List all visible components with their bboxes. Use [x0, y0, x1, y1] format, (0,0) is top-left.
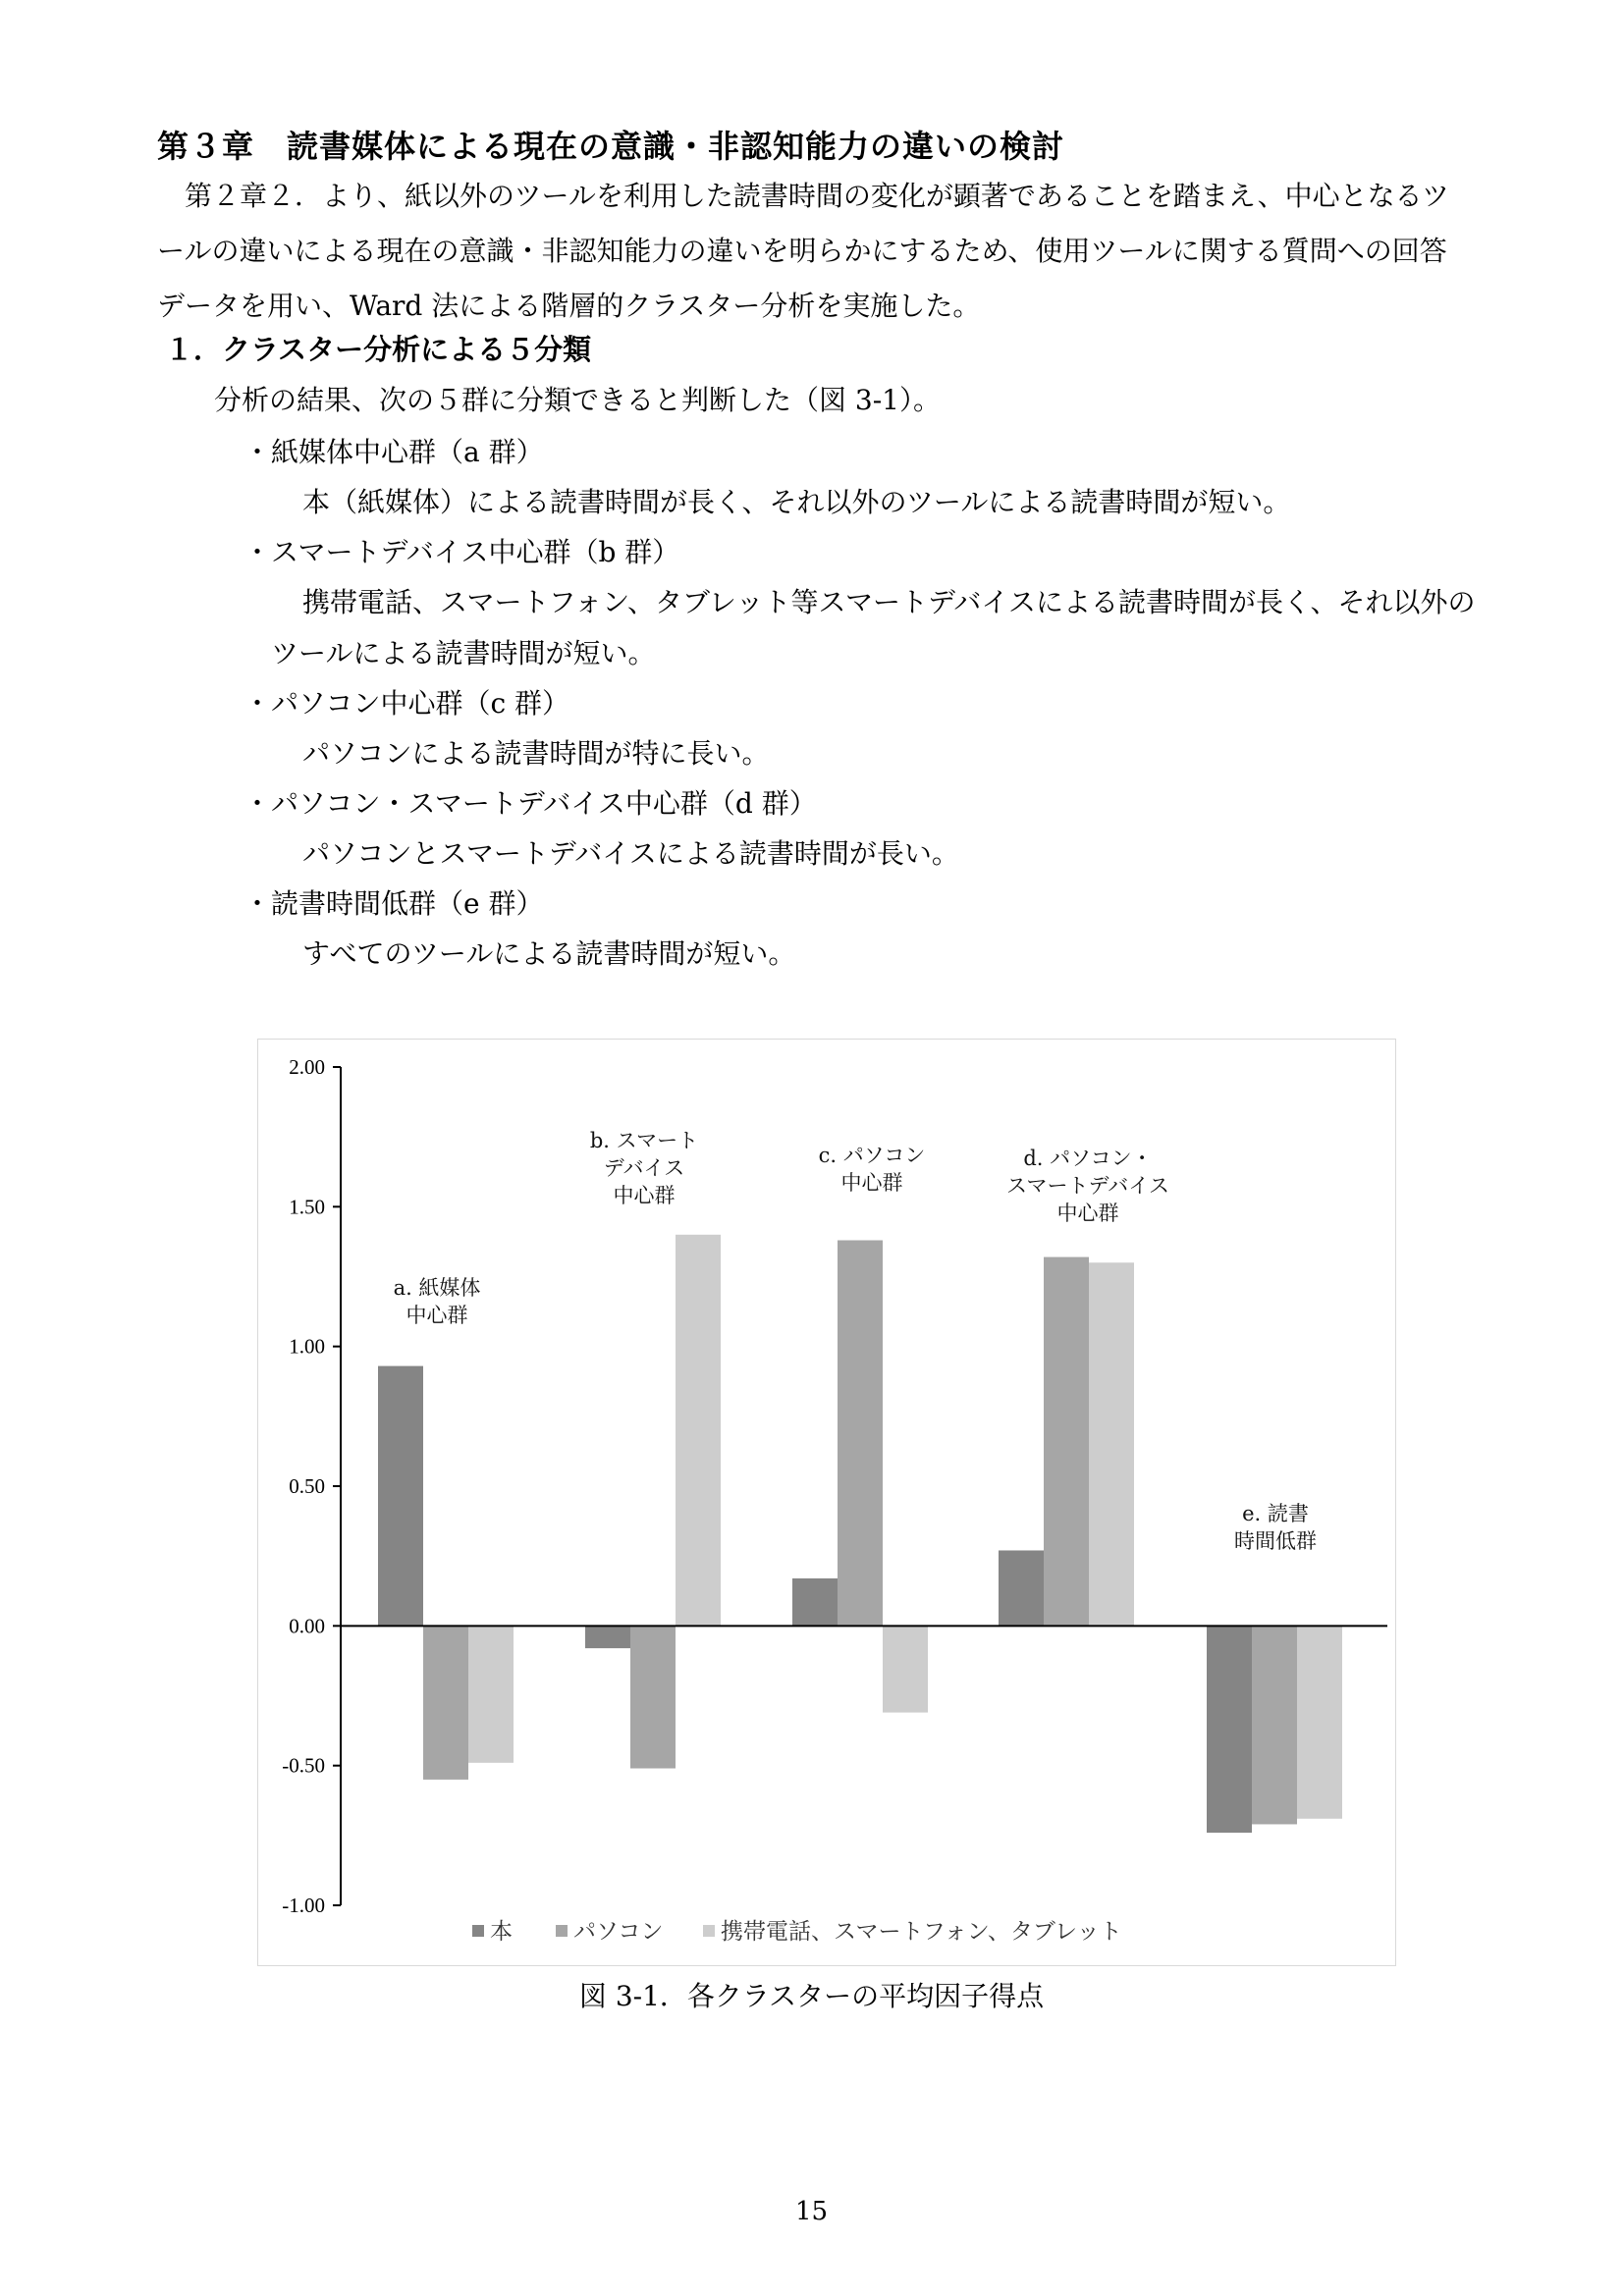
section-summary: 分析の結果、次の５群に分類できると判断した（図 3-1）。: [214, 384, 941, 416]
y-tick-label: 0.50: [289, 1474, 325, 1498]
bar-3-group-2: [676, 1235, 721, 1627]
legend-swatch: [703, 1925, 715, 1937]
intro-text: 第２章２．より、紙以外のツールを利用した読書時間の変化が顕著であることを踏まえ、中心となるツールの違いによる現在の意識・非認知能力の違いを明らかにするため、使用ツールに関する質問への回答データを用い、Ward 法による階層的クラスター分析を実施した。: [157, 180, 1450, 322]
chapter-title: 第３章 読書媒体による現在の意識・非認知能力の違いの検討: [157, 128, 1065, 165]
y-tick-label: 0.00: [289, 1614, 325, 1638]
bar-1-group-2: [585, 1626, 630, 1648]
legend-swatch: [556, 1925, 568, 1937]
bar-1-group-4: [999, 1550, 1044, 1626]
intro-paragraph: [157, 169, 1473, 334]
category-label: スマートデバイス: [1005, 1174, 1170, 1198]
bar-chart-svg: [258, 1040, 1395, 1965]
group-description: 携帯電話、スマートフォン、タブレット等スマートデバイスによる読書時間が長く、それ以外のツールによる読書時間が短い。: [271, 586, 1476, 669]
figure-caption: 図 3-1．各クラスターの平均因子得点: [578, 1980, 1045, 2012]
group-description: パソコンによる読書時間が特に長い。: [302, 737, 770, 770]
group-heading: ・スマートデバイス中心群（b 群）: [243, 536, 680, 568]
group-item-a: [243, 428, 1481, 528]
group-heading: ・パソコン・スマートデバイス中心群（d 群）: [243, 787, 817, 820]
category-label: d. パソコン・: [1023, 1147, 1153, 1170]
group-heading: ・パソコン中心群（c 群）: [243, 687, 570, 720]
legend-swatch: [472, 1925, 484, 1937]
bar-3-group-1: [468, 1626, 514, 1762]
category-label: 時間低群: [1234, 1529, 1317, 1553]
bar-1-group-1: [378, 1366, 423, 1627]
section-title: １．クラスター分析による５分類: [165, 333, 592, 366]
category-label: e. 読書: [1242, 1502, 1309, 1525]
legend-label: 携帯電話、スマートフォン、タブレット: [721, 1919, 1122, 1945]
category-label: 中心群: [840, 1171, 903, 1195]
y-tick-label: 1.50: [289, 1195, 325, 1219]
bar-3-group-4: [1089, 1262, 1134, 1626]
group-item-d: [243, 779, 1481, 880]
bar-3-group-5: [1297, 1626, 1342, 1818]
bar-2-group-1: [423, 1626, 468, 1780]
group-item-e: [243, 880, 1481, 980]
group-description: パソコンとスマートデバイスによる読書時間が長い。: [302, 837, 959, 870]
category-label: a. 紙媒体: [393, 1276, 481, 1300]
category-label: c. パソコン: [818, 1144, 926, 1167]
category-label: b. スマート: [589, 1129, 699, 1152]
category-label: 中心群: [613, 1184, 676, 1207]
group-heading: ・読書時間低群（e 群）: [243, 887, 544, 920]
group-description: すべてのツールによる読書時間が短い。: [302, 937, 796, 970]
bar-1-group-3: [792, 1578, 838, 1626]
legend-label: パソコン: [573, 1919, 664, 1945]
category-label: 中心群: [1056, 1201, 1119, 1225]
bar-2-group-2: [630, 1626, 676, 1768]
y-tick-label: -0.50: [282, 1753, 325, 1778]
bar-2-group-4: [1044, 1257, 1089, 1627]
page-number: 15: [794, 2197, 829, 2226]
y-tick-label: 1.00: [289, 1334, 325, 1359]
bar-1-group-5: [1207, 1626, 1252, 1833]
y-tick-label: -1.00: [282, 1894, 325, 1917]
bar-2-group-3: [838, 1240, 883, 1626]
cluster-score-chart: [257, 1039, 1396, 1966]
category-label: デバイス: [603, 1156, 685, 1180]
group-description: 本（紙媒体）による読書時間が長く、それ以外のツールによる読書時間が短い。: [302, 486, 1291, 518]
bar-3-group-3: [883, 1626, 928, 1712]
legend-label: 本: [490, 1919, 513, 1945]
category-label: 中心群: [406, 1304, 468, 1327]
group-item-b: [243, 528, 1481, 679]
y-tick-label: 2.00: [289, 1055, 325, 1079]
cluster-group-list: [243, 428, 1481, 980]
group-heading: ・紙媒体中心群（a 群）: [243, 436, 544, 468]
bar-2-group-5: [1252, 1626, 1297, 1824]
group-item-c: [243, 679, 1481, 779]
